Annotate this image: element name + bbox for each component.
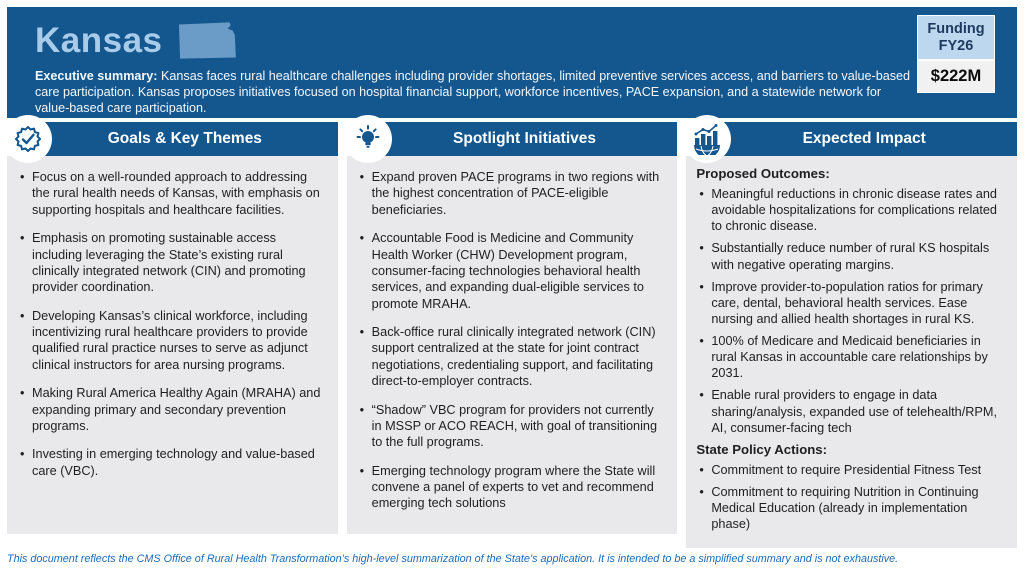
column-impact	[686, 122, 1017, 548]
column-impact-header	[686, 122, 1017, 156]
bullet-item: • Investing in emerging technology and value-based care (VBC).	[17, 446, 326, 479]
column-spotlight-title-bar	[372, 122, 678, 156]
column-title: Goals & Key Themes	[107, 130, 262, 147]
section-heading: State Policy Actions:	[696, 441, 828, 457]
column-goals	[7, 122, 338, 548]
column-spotlight-content	[347, 156, 678, 534]
column-impact-title-bar	[711, 122, 1017, 156]
bullet-item: • Substantially reduce number of rural KS hospitals with negative operating margins.	[696, 240, 1005, 272]
bullet-item: • Emerging technology program where the State will convene a panel of experts to vet and recommend emerging tech solutions	[357, 463, 666, 512]
column-title: Spotlight Initiatives	[453, 130, 596, 147]
page-root	[7, 7, 1017, 569]
column-spotlight-header	[347, 122, 678, 156]
executive-summary-text: Kansas faces rural healthcare challenges including provider shortages, limited preventive services access, and barriers to value-based care participation. Kansas proposes initiatives focused on hospital financial support, workforce incentives, PACE expansion, and a statewide network for value-based care participation.	[35, 69, 911, 115]
bullet-item: • Back-office rural clinically integrated network (CIN) support centralized at the state for joint contract negotiations, credentialing support, and facilitating direct-to-employer contracts.	[357, 324, 666, 390]
chart-growth-icon	[683, 115, 731, 163]
bullet-item: • “Shadow” VBC program for providers not currently in MSSP or ACO REACH, with goal of transitioning to the full programs.	[357, 402, 666, 451]
bullet-list	[357, 169, 666, 512]
bullet-list	[17, 169, 326, 479]
bullet-item: • 100% of Medicare and Medicaid beneficiaries in rural Kansas in accountable care relationships by 2031.	[696, 333, 1005, 381]
columns-container	[7, 122, 1017, 548]
bullet-item: • Commitment to requiring Nutrition in Continuing Medical Education (already in implementation phase)	[696, 484, 1005, 532]
column-goals-title-bar	[32, 122, 338, 156]
bullet-item: • Making Rural America Healthy Again (MRAHA) and expanding primary and secondary prevention programs.	[17, 385, 326, 434]
bullet-item: • Commitment to require Presidential Fitness Test	[696, 462, 1005, 478]
bullet-item: • Emphasis on promoting sustainable access including leveraging the State’s existing rural clinically integrated network (CIN) and promoting provider coordination.	[17, 230, 326, 296]
funding-badge	[917, 15, 995, 93]
column-title: Expected Impact	[802, 130, 926, 147]
executive-summary-label: Executive summary:	[35, 69, 161, 83]
lightbulb-icon	[344, 115, 392, 163]
bullet-item: • Expand proven PACE programs in two regions with the highest concentration of PACE-eligible beneficiaries.	[357, 169, 666, 218]
header-banner	[7, 7, 1017, 118]
page-title: Kansas	[35, 20, 163, 60]
column-goals-header	[7, 122, 338, 156]
bullet-list	[696, 186, 1005, 436]
footer-disclaimer: This document reflects the CMS Office of Rural Health Transformation’s high-level summarization of the State’s application. It is intended to be a simplified summary and is not exhaustive.	[7, 553, 899, 565]
bullet-item: • Accountable Food is Medicine and Community Health Worker (CHW) Development program, consumer-facing technologies behavioral health services, and expanding dual-eligible services to promote MRAHA.	[357, 230, 666, 312]
funding-label: Funding FY26	[918, 16, 994, 59]
bullet-item: • Improve provider-to-population ratios for primary care, dental, behavioral health services. Ease nursing and allied health shortages in rural KS.	[696, 279, 1005, 327]
section-heading: Proposed Outcomes:	[696, 166, 830, 181]
kansas-state-icon	[179, 22, 241, 60]
column-impact-content	[686, 156, 1017, 548]
bullet-item: • Meaningful reductions in chronic disease rates and avoidable hospitalizations for complications related to chronic disease.	[696, 186, 1005, 234]
column-goals-content	[7, 156, 338, 534]
executive-summary	[35, 69, 915, 117]
seal-check-icon	[4, 115, 52, 163]
column-spotlight	[347, 122, 678, 548]
funding-amount: $222M	[918, 61, 994, 92]
bullet-item: • Focus on a well-rounded approach to addressing the rural health needs of Kansas, with emphasis on supporting hospitals and healthcare facilities.	[17, 169, 326, 218]
bullet-item: • Enable rural providers to engage in data sharing/analysis, expanded use of telehealth/RPM, AI, consumer-facing tech	[696, 387, 1005, 435]
bullet-item: • Developing Kansas’s clinical workforce, including incentivizing rural healthcare providers to provide qualified rural practice nurses to serve as adjunct clinical instructors for area nursing programs.	[17, 308, 326, 374]
bullet-list	[696, 462, 1005, 533]
